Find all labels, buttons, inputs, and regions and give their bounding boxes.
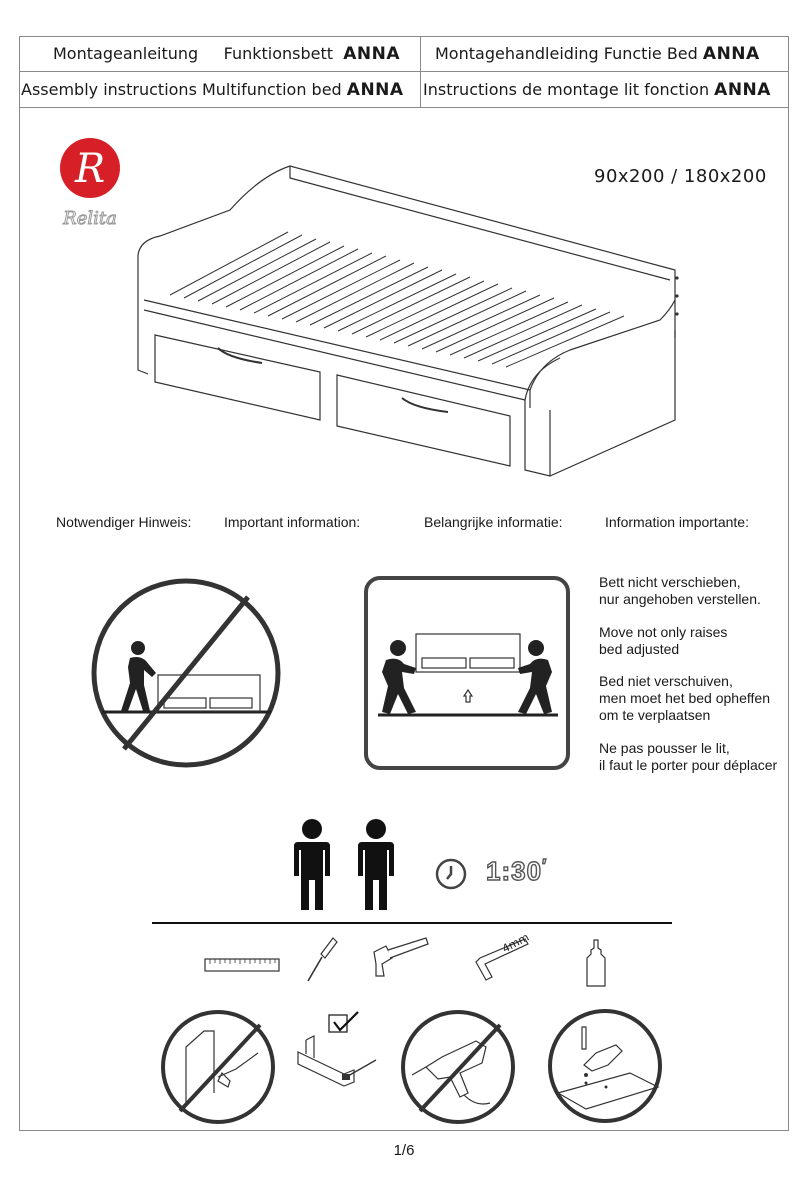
header-nl: Montagehandleiding Functie Bed ANNA [435,44,760,64]
prohibited-push-icon [88,575,284,771]
header-divider [420,36,421,108]
header-row-1 [19,36,789,72]
header-fr: Instructions de montage lit fonction ANNA [423,80,771,100]
section-divider [152,922,672,924]
info-label-en: Important information: [224,514,361,530]
two-persons-icon [290,818,400,914]
lift-bed-icon [364,576,570,770]
note-de: Bett nicht verschieben, nur angehoben verstellen. [599,574,761,607]
screwdriver-icon [305,936,339,984]
logo-mark [58,138,128,234]
svg-text:R: R [74,146,106,192]
relita-logo [58,138,128,238]
allen-key-size: 4mm [500,930,532,956]
bed-illustration [130,160,690,480]
header-en: Assembly instructions Multifunction bed ANNA [21,80,404,100]
note-en: Move not only raises bed adjusted [599,624,728,657]
header-de: Montageanleitung Funktionsbett ANNA [53,44,400,64]
assembly-time: 1:30′ [486,856,548,886]
info-label-fr: Information importante: [605,514,749,530]
manual-screwdriver-icon [296,1034,380,1088]
header-row-2 [19,72,789,108]
info-label-nl: Belangrijke informatie: [424,514,563,530]
info-label-de: Notwendiger Hinweis: [56,514,192,530]
hammer-icon [372,936,430,978]
glue-dowel-icon [546,1007,664,1125]
glue-bottle-icon [584,938,608,988]
no-drill-icon [398,1007,518,1127]
note-fr: Ne pas pousser le lit, il faut le porter pour déplacer [599,740,778,773]
no-power-screwdriver-icon [158,1007,278,1127]
page-number: 1/6 [393,1142,415,1159]
checkmark-icon [328,1010,360,1034]
ruler-icon [204,958,280,972]
note-nl: Bed niet verschuiven, men moet het bed opheffen om te verplaatsen [599,673,770,723]
svg-text:Relita: Relita [63,208,117,229]
clock-icon [435,858,467,890]
bed-sizes: 90x200 / 180x200 [594,166,767,187]
